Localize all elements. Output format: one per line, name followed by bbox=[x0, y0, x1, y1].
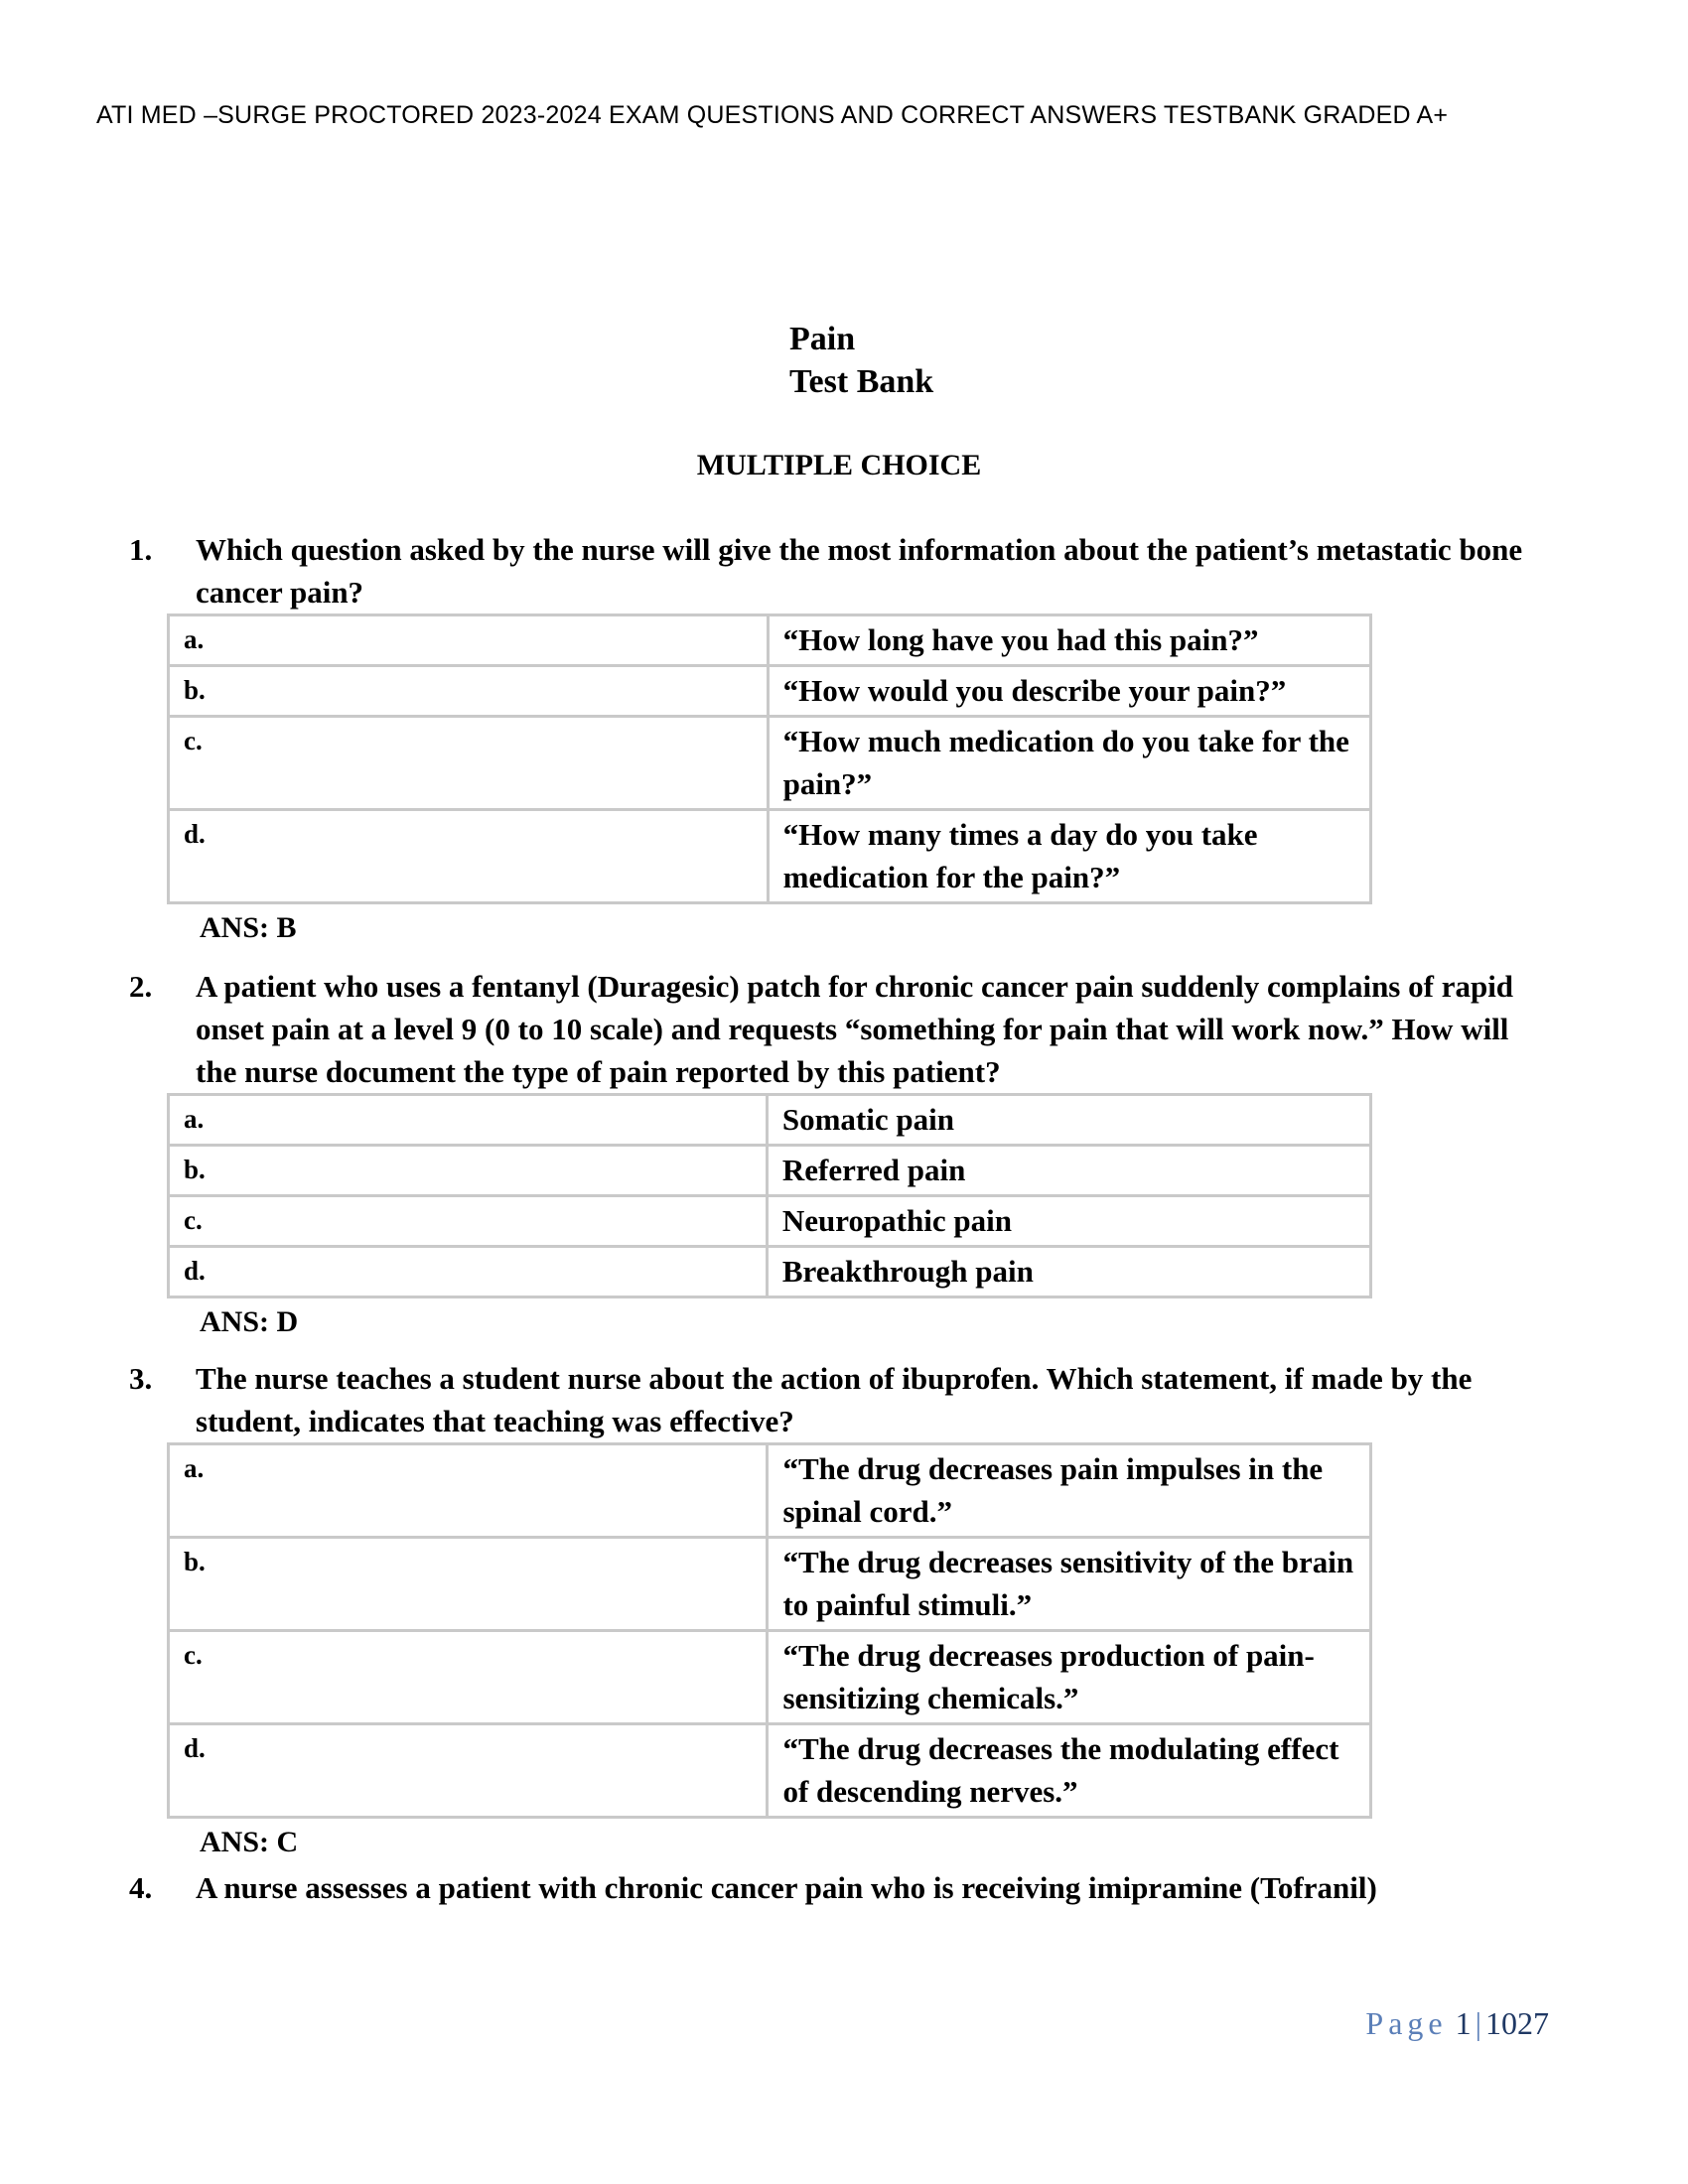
option-row bbox=[169, 1724, 1371, 1818]
option-letter: c. bbox=[169, 717, 769, 810]
option-row bbox=[169, 1631, 1371, 1724]
option-row bbox=[169, 1146, 1371, 1196]
question-2 bbox=[129, 965, 1539, 1344]
page-separator: | bbox=[1475, 2005, 1481, 2041]
option-text: “How many times a day do you take medication for the pain?” bbox=[768, 810, 1370, 903]
question-4 bbox=[129, 1866, 1539, 1909]
page-total: 1027 bbox=[1485, 2005, 1549, 2041]
option-letter: b. bbox=[169, 1146, 768, 1196]
question-stem: A nurse assesses a patient with chronic cancer pain who is receiving imipramine (Tofranil) bbox=[196, 1870, 1377, 1905]
option-letter: b. bbox=[169, 1538, 768, 1631]
answer-key: ANS: D bbox=[200, 1305, 299, 1338]
page-number: 1 bbox=[1455, 2005, 1472, 2041]
option-text: Somatic pain bbox=[767, 1095, 1370, 1146]
options-table bbox=[167, 1442, 1372, 1819]
question-stem: A patient who uses a fentanyl (Duragesic) patch for chronic cancer pain suddenly complains of rapid onset pain at a level 9 (0 to 10 scale) and requests “something for pain that will work now.” How will the nurse document the type of pain reported by this patient? bbox=[196, 969, 1514, 1089]
doc-subtitle: Test Bank bbox=[789, 363, 934, 400]
option-letter: a. bbox=[169, 1444, 768, 1538]
option-letter: d. bbox=[169, 1247, 768, 1297]
question-number: 2. bbox=[129, 969, 153, 1004]
option-row bbox=[169, 615, 1371, 666]
option-letter: d. bbox=[169, 1724, 768, 1818]
option-letter: a. bbox=[169, 615, 769, 666]
option-row bbox=[169, 1196, 1371, 1247]
option-text: Breakthrough pain bbox=[767, 1247, 1370, 1297]
option-row bbox=[169, 810, 1371, 903]
option-row bbox=[169, 666, 1371, 717]
question-number: 1. bbox=[129, 532, 153, 567]
option-text: “How long have you had this pain?” bbox=[768, 615, 1370, 666]
option-letter: b. bbox=[169, 666, 769, 717]
question-number: 3. bbox=[129, 1361, 153, 1396]
doc-title: Pain bbox=[789, 321, 856, 357]
option-text: “The drug decreases sensitivity of the brain to painful stimuli.” bbox=[768, 1538, 1371, 1631]
option-letter: c. bbox=[169, 1631, 768, 1724]
options-table bbox=[167, 614, 1372, 904]
question-number: 4. bbox=[129, 1870, 153, 1905]
option-text: Referred pain bbox=[767, 1146, 1370, 1196]
section-heading: MULTIPLE CHOICE bbox=[696, 449, 982, 481]
answer-key: ANS: C bbox=[200, 1826, 299, 1858]
question-stem: The nurse teaches a student nurse about the action of ibuprofen. Which statement, if made by the student, indicates that teaching was effective? bbox=[196, 1361, 1473, 1438]
option-row bbox=[169, 1095, 1371, 1146]
option-row bbox=[169, 1247, 1371, 1297]
question-stem: Which question asked by the nurse will give the most information about the patient’s metastatic bone cancer pain? bbox=[196, 532, 1523, 610]
option-text: “How much medication do you take for the pain?” bbox=[768, 717, 1370, 810]
page-label: Page bbox=[1365, 2005, 1448, 2041]
title-block bbox=[789, 318, 933, 403]
option-letter: c. bbox=[169, 1196, 768, 1247]
options-table bbox=[167, 1093, 1372, 1298]
option-text: “The drug decreases the modulating effect of descending nerves.” bbox=[768, 1724, 1371, 1818]
running-header: ATI MED –SURGE PROCTORED 2023-2024 EXAM QUESTIONS AND CORRECT ANSWERS TESTBANK GRADED A+ bbox=[96, 101, 1449, 129]
question-1 bbox=[129, 528, 1539, 950]
option-letter: a. bbox=[169, 1095, 768, 1146]
option-text: “The drug decreases production of pain- sensitizing chemicals.” bbox=[768, 1631, 1371, 1724]
option-text: “The drug decreases pain impulses in the spinal cord.” bbox=[768, 1444, 1371, 1538]
option-text: “How would you describe your pain?” bbox=[768, 666, 1370, 717]
page-footer bbox=[1365, 2005, 1549, 2042]
question-3 bbox=[129, 1357, 1539, 1864]
option-row bbox=[169, 717, 1371, 810]
option-row bbox=[169, 1444, 1371, 1538]
answer-key: ANS: B bbox=[200, 911, 297, 944]
option-letter: d. bbox=[169, 810, 769, 903]
option-text: Neuropathic pain bbox=[767, 1196, 1370, 1247]
option-row bbox=[169, 1538, 1371, 1631]
